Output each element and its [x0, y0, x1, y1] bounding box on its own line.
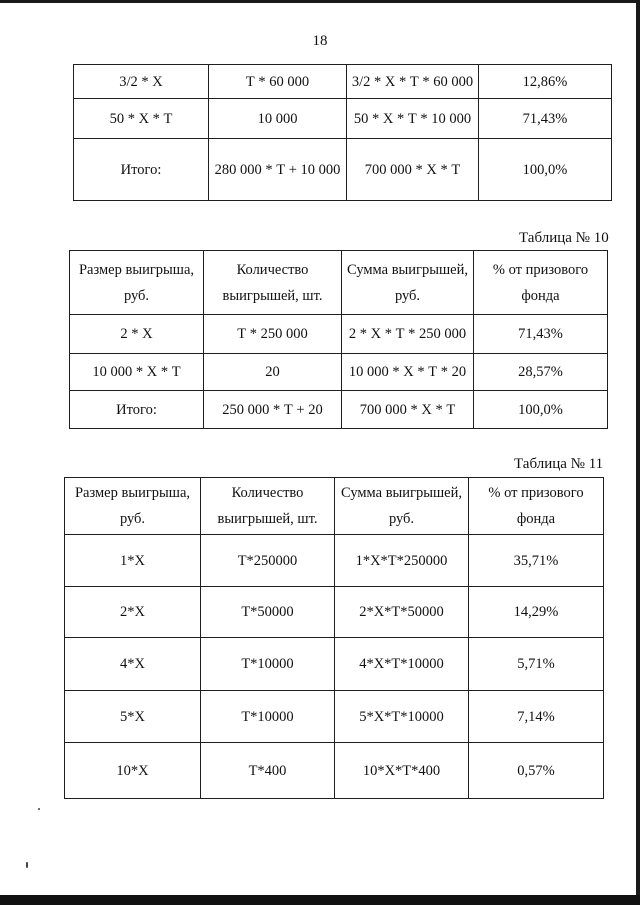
table-cell: 5*Х [65, 691, 201, 743]
table-cell: 700 000 * Х * Т [347, 139, 479, 201]
table-cell: 4*Х*Т*10000 [335, 638, 469, 691]
table-cell: 10*Х*Т*400 [335, 743, 469, 799]
table10-caption: Таблица № 10 [519, 230, 609, 246]
scan-top-edge [0, 0, 640, 3]
table-11 [64, 477, 604, 799]
table-cell: 50 * Х * Т [74, 99, 209, 139]
column-header: Сумма выигрышей, руб. [342, 251, 474, 315]
column-header: % от призового фонда [469, 478, 604, 535]
table-cell: 28,57% [474, 354, 608, 391]
table-cell: 20 [204, 354, 342, 391]
column-header: Сумма выигрышей, руб. [335, 478, 469, 535]
table-continued [73, 64, 612, 201]
table-cell: Т*250000 [201, 535, 335, 587]
table-header-row [70, 251, 608, 315]
table-cell: Т*400 [201, 743, 335, 799]
table-cell: 10 000 * Х * Т * 20 [342, 354, 474, 391]
table-cell: 14,29% [469, 587, 604, 638]
table-cell: Т*10000 [201, 691, 335, 743]
scan-bottom-edge [0, 895, 640, 905]
page-number: 18 [312, 33, 328, 49]
table-cell: 2*Х [65, 587, 201, 638]
table-cell: Т*10000 [201, 638, 335, 691]
table-row [65, 743, 604, 799]
table-cell: 35,71% [469, 535, 604, 587]
table-cell: 3/2 * Х * Т * 60 000 [347, 65, 479, 99]
table-cell: 280 000 * Т + 10 000 [209, 139, 347, 201]
table11-caption: Таблица № 11 [514, 456, 604, 472]
table-cell: 100,0% [479, 139, 612, 201]
table-row [70, 315, 608, 354]
column-header: Количество выигрышей, шт. [201, 478, 335, 535]
table-cell: 2 * Х [70, 315, 204, 354]
table-row-total [70, 391, 608, 429]
table-cell: 1*Х*Т*250000 [335, 535, 469, 587]
column-header: Количество выигрышей, шт. [204, 251, 342, 315]
table-cell: Т * 60 000 [209, 65, 347, 99]
table-cell: 50 * Х * Т * 10 000 [347, 99, 479, 139]
table-row [74, 65, 612, 99]
table-row [74, 99, 612, 139]
table-cell: 100,0% [474, 391, 608, 429]
table-cell: 12,86% [479, 65, 612, 99]
table-cell: 0,57% [469, 743, 604, 799]
table-row [65, 535, 604, 587]
table-cell: 10 000 [209, 99, 347, 139]
table-cell: Т * 250 000 [204, 315, 342, 354]
table-cell: 71,43% [479, 99, 612, 139]
table-cell: 5*Х*Т*10000 [335, 691, 469, 743]
table-row [65, 638, 604, 691]
table-10 [69, 250, 608, 429]
table-cell: 10 000 * Х * Т [70, 354, 204, 391]
table-cell: 2*Х*Т*50000 [335, 587, 469, 638]
table-cell: 5,71% [469, 638, 604, 691]
table-cell: 4*Х [65, 638, 201, 691]
scan-right-edge [636, 0, 640, 905]
table-cell: Итого: [74, 139, 209, 201]
table-cell: 10*Х [65, 743, 201, 799]
scan-speck [38, 808, 40, 810]
table-row [65, 587, 604, 638]
table-cell: 700 000 * Х * Т [342, 391, 474, 429]
table-cell: Итого: [70, 391, 204, 429]
table-cell: 2 * Х * Т * 250 000 [342, 315, 474, 354]
table-cell: 7,14% [469, 691, 604, 743]
column-header: Размер выигрыша, руб. [70, 251, 204, 315]
column-header: Размер выигрыша, руб. [65, 478, 201, 535]
table-cell: 71,43% [474, 315, 608, 354]
table-cell: 1*Х [65, 535, 201, 587]
table-row-total [74, 139, 612, 201]
table-header-row [65, 478, 604, 535]
table-cell: Т*50000 [201, 587, 335, 638]
table-cell: 3/2 * Х [74, 65, 209, 99]
scan-speck [26, 862, 28, 868]
table-row [70, 354, 608, 391]
table-cell: 250 000 * Т + 20 [204, 391, 342, 429]
table-row [65, 691, 604, 743]
column-header: % от призового фонда [474, 251, 608, 315]
